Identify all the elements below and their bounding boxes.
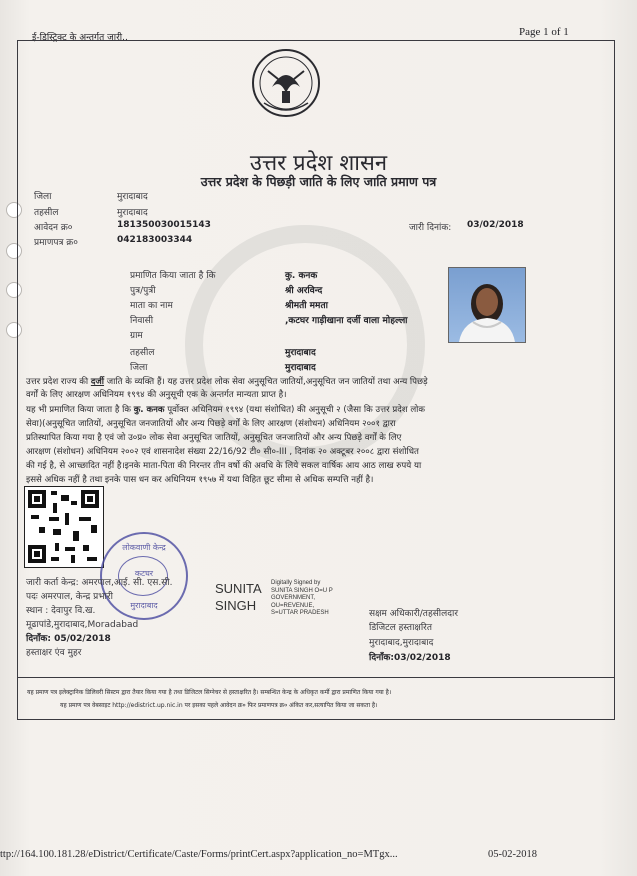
print-url: ttp://164.100.181.28/eDistrict/Certificate/Caste/Forms/printCert.aspx?application_no=MTgx... [0,849,398,860]
authority-place: मुरादाबाद,मुरादाबाद [369,638,434,648]
digital-signature-meta [271,580,333,618]
qr-code-icon [24,486,104,568]
authority-date: दिनाँक:03/02/2018 [369,653,451,663]
village-label: ग्राम [130,331,143,341]
body-line-5: प्रतिस्थापित किया गया है एवं जो उ०प्र० लोक सेवा अनुसूचित जातियों, अनुसूचित जनजातियों और अन्य पिछड़े वर्गों के लिए [26,433,402,443]
district-value: मुरादाबाद [117,192,148,202]
body-line-6: आरक्षण (संशोधन) अधिनियम २००२ एवं शासनादेश संख्या 22/16/92 टी० सी०-III , दिनांक २० अक्टूबर २००८ द्वारा संशोधित [26,447,419,457]
person-district-label: जिला [130,363,148,373]
signature-meta-line: GOVERNMENT, [271,595,316,601]
certificate-number-value: 042183003344 [117,235,193,245]
page-number: Page 1 of 1 [519,26,569,38]
body-text: यह भी प्रमाणित किया जाता है कि [26,405,134,415]
resident-address: ,कटघर गाड़ीखाना दर्जी वाला मोहल्ला [285,316,408,326]
footer-note-2: यह प्रमाण पत्र वेबसाइट http://edistrict.up.nic.in पर इसका पहले आवेदन क्र० फिर प्रमाणपत्र क्र० अंकित कर,सत्यापित किया जा सकता है। [60,702,378,709]
government-title: उत्तर प्रदेश शासन [249,151,388,176]
caste-name: दर्जी [90,377,105,387]
signature-meta-line: OU=REVENUE, [271,602,315,609]
up-government-emblem-icon [248,43,324,123]
resident-label: निवासी [130,316,154,326]
district-label: जिला [34,192,52,202]
application-number-value: 181350030015143 [117,220,211,230]
person-tehsil-value: मुरादाबाद [285,348,316,358]
person-name-inline: कु. कनक [133,405,165,415]
tehsil-label: तहसील [34,208,59,218]
mother-name: श्रीमती ममता [285,301,328,311]
issuer-place: स्थान : देवापुर वि.ख. [26,606,96,616]
body-line-1 [26,376,428,389]
issuer-post: पदः अमरपाल, केन्द्र प्रभारी [26,592,113,602]
body-line-7: की गई है, से आच्छादित नहीं है।इनके माता-पिता की निरन्तर तीन वर्षो की अवधि के लिये सकल वार्षिक आय आठ लाख रुपये या [26,461,422,471]
issue-date-label: जारी दिनांक: [409,223,452,233]
authority-title: सक्षम अधिकारी/तहसीलदार [369,609,459,619]
seal-bottom-text: मुरादाबाद [130,601,158,610]
certify-intro: प्रमाणित किया जाता है कि [130,271,216,281]
header-issued-under: ई-डिस्ट्रिक्ट के अन्तर्गत जारी.. [32,33,128,43]
signature-meta-line: Digitally Signed by [271,580,321,586]
authority-sign: डिजिटल हस्ताक्षरित [369,623,432,633]
body-text: पूर्वोक्त अधिनियम १९९४ (यथा संशोधित) की अनुसूची २ (जैसा कि उत्तर प्रदेश लोक [164,405,426,415]
issue-date-value: 03/02/2018 [467,220,524,230]
issuer-center: जारी कर्ता केन्द्र: अमरपाल,आई. सी. एस.सी. [26,578,173,588]
person-district-value: मुरादाबाद [285,363,316,373]
application-number-label: आवेदन क्र० [34,223,73,233]
footer-divider [17,677,615,678]
relation-label: पुत्र/पुत्री [130,286,156,296]
seal-outer-text: लोकवाणी केन्द्र [122,543,166,552]
signer-first-name: SUNITA [215,581,262,596]
body-text: उत्तर प्रदेश राज्य की [26,377,91,387]
issuer-sign-label: हस्ताक्षर एंव मुहर [26,648,82,658]
signature-meta-line: S=UTTAR PRADESH [271,610,329,616]
footer-note-1: यह प्रमाण पत्र इलेक्ट्रानिक डिलिवरी सिस्टम द्वारा तैयार किया गया है तथा डिजिटल सिग्नेचर से हस्ताक्षरित है। सम्बन्धित केन्द्र के अधिकृत कर्मी द्वारा प्रमाणित किया गया है। [27,689,392,696]
signer-last-name: SINGH [215,598,257,613]
signature-meta-line: SUNITA SINGH O=U P [271,587,333,594]
father-name: श्री अरविन्द [285,286,323,296]
issuer-area: मूढापांडे,मुरादाबाद,Moradabad [26,620,139,630]
digital-signature-name [215,580,262,614]
body-line-4: सेवा)(अनुसूचित जातियों, अनुसूचित जनजातियों और अन्य पिछड़े वर्गों के लिए आरक्षण (संशोधन) अधिनियम २००१ द्वारा [26,419,396,429]
body-line-2: वर्गों के लिए आरक्षण अधिनियम १९९४ की अनुसूची एक के अन्तर्गत मान्यता प्राप्त है। [26,390,287,400]
body-line-8: इससे अधिक नहीं है तथा इनके पास धन कर अधिनियम १९५७ में यथा विहित छूट सीमा से अधिक सम्पत्ति नहीं है। [26,475,374,485]
issuer-date: दिनाँक: 05/02/2018 [26,634,111,644]
print-date: 05-02-2018 [488,849,537,860]
applicant-photo [448,267,526,343]
person-name: कु. कनक [285,271,318,281]
person-tehsil-label: तहसील [130,348,155,358]
certificate-title: उत्तर प्रदेश के पिछड़ी जाति के लिए जाति प्रमाण पत्र [200,174,437,189]
seal-inner-text: कटघर [134,569,154,578]
body-text: जाति के व्यक्ति हैं। यह उत्तर प्रदेश लोक सेवा अनुसूचित जातियों,अनुसूचित जन जातियों तथा अन्य पिछड़े [104,377,428,387]
tehsil-value: मुरादाबाद [117,208,148,218]
certificate-number-label: प्रमाणपत्र क्र० [34,238,78,248]
body-line-3 [26,404,425,417]
mother-label: माता का नाम [130,301,173,311]
